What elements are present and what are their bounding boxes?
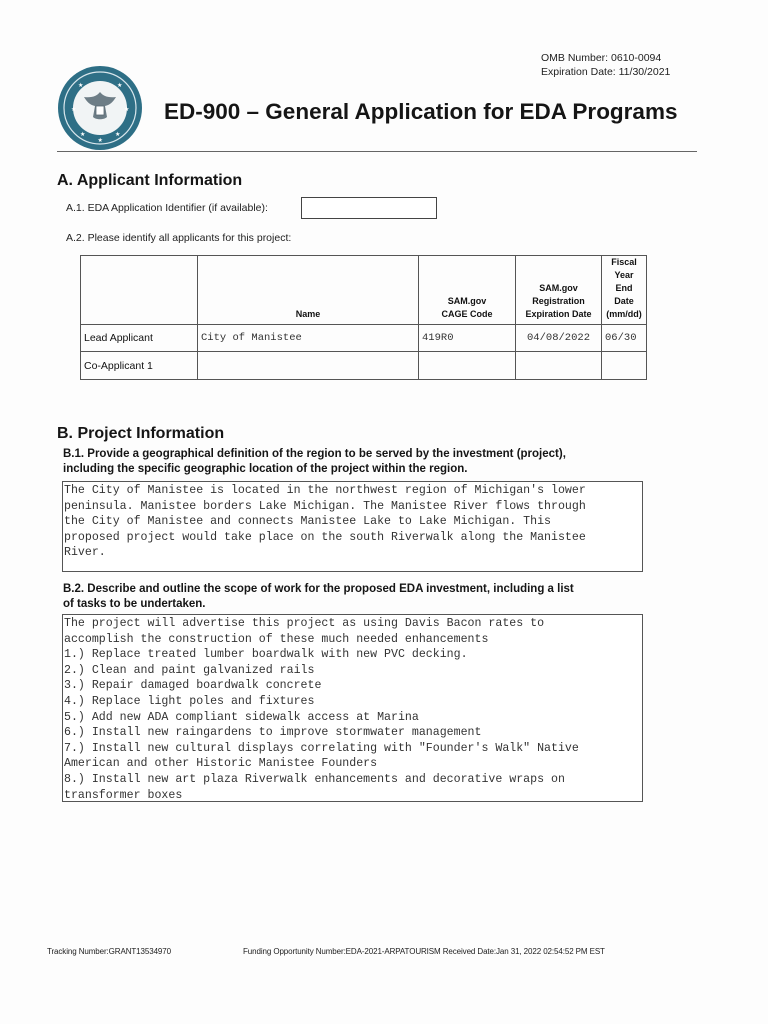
applicants-table bbox=[80, 255, 647, 380]
section-b-title: B. Project Information bbox=[57, 425, 225, 442]
column-header-line: Registration bbox=[532, 296, 585, 306]
applicant-name-cell[interactable] bbox=[198, 352, 419, 380]
table-row bbox=[81, 352, 647, 380]
column-header-line: Fiscal Year bbox=[611, 257, 637, 280]
tracking-number: Tracking Number:GRANT13534970 bbox=[47, 947, 171, 956]
text-line: 6.) Install new raingardens to improve stormwater management bbox=[64, 726, 482, 740]
registration-expiration-cell[interactable]: 04/08/2022 bbox=[516, 325, 602, 352]
applicant-role-cell: Co-Applicant 1 bbox=[81, 352, 198, 380]
fiscal-year-end-cell[interactable] bbox=[602, 352, 647, 380]
svg-text:★: ★ bbox=[97, 137, 103, 144]
a1-label: A.1. EDA Application Identifier (if available): bbox=[66, 202, 268, 214]
text-line: 5.) Add new ADA compliant sidewalk access at Marina bbox=[64, 710, 419, 724]
text-line: transformer boxes bbox=[64, 788, 183, 802]
text-line: 7.) Install new cultural displays correlating with "Founder's Walk" Native bbox=[64, 741, 579, 755]
a2-label: A.2. Please identify all applicants for this project: bbox=[66, 232, 292, 244]
text-line: 4.) Replace light poles and fixtures bbox=[64, 694, 315, 708]
b2-label-line: of tasks to be undertaken. bbox=[63, 598, 206, 610]
registration-expiration-cell[interactable] bbox=[516, 352, 602, 380]
column-header-line: SAM.gov bbox=[539, 283, 578, 293]
svg-text:★: ★ bbox=[80, 131, 86, 138]
region-definition-textarea[interactable] bbox=[62, 481, 643, 572]
b2-label-line: B.2. Describe and outline the scope of work for the proposed EDA investment, including a list bbox=[63, 583, 574, 595]
fiscal-year-end-cell[interactable]: 06/30 bbox=[602, 325, 647, 352]
funding-opportunity-info: Funding Opportunity Number:EDA-2021-ARPATOURISM Received Date:Jan 31, 2022 02:54:52 PM EST bbox=[243, 947, 605, 956]
column-header bbox=[419, 256, 516, 325]
applicant-name-cell[interactable]: City of Manistee bbox=[198, 325, 419, 352]
expiration-date: Expiration Date: 11/30/2021 bbox=[541, 66, 671, 78]
column-header-line: SAM.gov bbox=[447, 296, 487, 306]
svg-text:★: ★ bbox=[78, 82, 84, 89]
svg-text:★: ★ bbox=[71, 106, 77, 113]
b1-label bbox=[63, 447, 566, 477]
column-header bbox=[516, 256, 602, 325]
text-line: the City of Manistee and connects Manistee Lake to Lake Michigan. This bbox=[64, 515, 552, 529]
omb-info bbox=[541, 51, 670, 79]
svg-text:★: ★ bbox=[115, 131, 121, 138]
text-line: 1.) Replace treated lumber boardwalk with new PVC decking. bbox=[64, 648, 468, 662]
cage-code-cell[interactable] bbox=[419, 352, 516, 380]
text-line: The City of Manistee is located in the northwest region of Michigan's lower bbox=[64, 484, 586, 497]
title-divider bbox=[57, 151, 697, 152]
text-line: accomplish the construction of these much needed enhancements bbox=[64, 632, 489, 646]
table-header-row bbox=[81, 256, 647, 325]
cage-code-cell[interactable]: 419R0 bbox=[419, 325, 516, 352]
text-line: American and other Historic Manistee Founders bbox=[64, 757, 378, 771]
column-header-line: Expiration Date bbox=[525, 309, 592, 319]
text-line: 8.) Install new art plaza Riverwalk enhancements and decorative wraps on bbox=[64, 772, 565, 786]
column-header bbox=[198, 256, 419, 325]
column-header-line: (mm/dd) bbox=[606, 309, 642, 319]
text-line: River. bbox=[64, 546, 106, 560]
text-line: 3.) Repair damaged boardwalk concrete bbox=[64, 679, 322, 693]
column-header-line: Name bbox=[295, 309, 321, 319]
text-line: 2.) Clean and paint galvanized rails bbox=[64, 663, 315, 677]
b2-label bbox=[63, 582, 574, 612]
text-line: The project will advertise this project as using Davis Bacon rates to bbox=[64, 617, 545, 630]
application-identifier-field[interactable] bbox=[301, 197, 437, 219]
table-row bbox=[81, 325, 647, 352]
column-header bbox=[602, 256, 647, 325]
applicant-role-cell: Lead Applicant bbox=[81, 325, 198, 352]
column-header-line: End Date bbox=[614, 283, 634, 306]
omb-number: OMB Number: 0610-0094 bbox=[541, 52, 662, 64]
svg-text:★: ★ bbox=[124, 106, 130, 113]
section-a-title: A. Applicant Information bbox=[57, 172, 243, 189]
eda-seal-icon bbox=[57, 65, 143, 151]
svg-text:★: ★ bbox=[117, 82, 123, 89]
b1-label-line: B.1. Provide a geographical definition of the region to be served by the investment (project), bbox=[63, 448, 566, 460]
text-line: proposed project would take place on the south Riverwalk along the Manistee bbox=[64, 530, 586, 544]
b1-label-line: including the specific geographic location of the project within the region. bbox=[63, 463, 468, 475]
scope-of-work-textarea[interactable] bbox=[62, 614, 643, 802]
column-header-line: CAGE Code bbox=[441, 309, 493, 319]
column-header bbox=[81, 256, 198, 325]
form-title: ED-900 – General Application for EDA Programs bbox=[164, 99, 678, 124]
text-line: peninsula. Manistee borders Lake Michigan. The Manistee River flows through bbox=[64, 499, 586, 513]
